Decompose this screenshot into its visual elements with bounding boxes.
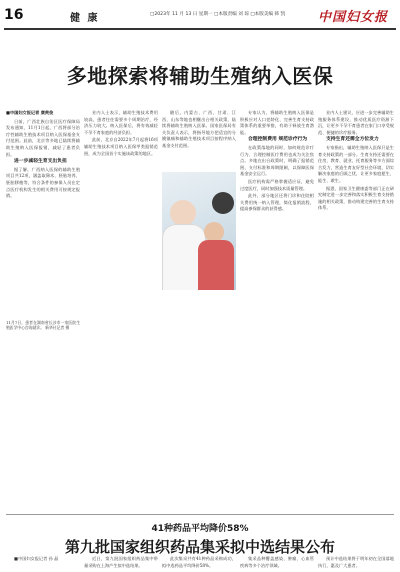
paragraph: 业内人士表示，辅助生殖技术费用较高，患者往往需要多个周期治疗，经济压力较大。纳入医保后，将有效减轻不孕不育家庭的经济负担。 bbox=[84, 110, 158, 135]
paragraph: 此次集采共有41种药品采购成功，拟中选药品平均降价58%。 bbox=[162, 556, 236, 568]
story1-byline: ■中国妇女报记者 康贵俊 bbox=[6, 110, 54, 115]
photo-figure-doctor bbox=[170, 200, 196, 226]
paragraph: 日前，广西壮族自治区医疗保障局发布通知，11月1日起，广西将部分治疗性辅助生殖技术项目纳入医保基金支付范围。此前，北京等多地已陆续将辅助生殖纳入医保报销，减轻了患者负担。 bbox=[6, 118, 80, 157]
story2-headline: 第九批国家组织药品集采拟中选结果公布 bbox=[64, 538, 335, 556]
story1-column-2 bbox=[84, 110, 158, 290]
paragraph: 预计中选结果将于明年初在全国落地执行，惠及广大患者。 bbox=[318, 556, 394, 568]
masthead bbox=[0, 0, 400, 30]
photo-figure-parent bbox=[212, 192, 234, 214]
story1-column-5 bbox=[318, 110, 394, 510]
paragraph: 随后，内蒙古、广西、甘肃、江西、山东等地也相继出台相关政策，陆续将辅助生殖纳入医保。国家医保局有关负责人表示，将指导地方把适宜的分娩镇痛和辅助生殖技术项目按程序纳入基金支付范围。 bbox=[162, 110, 236, 148]
photo-figure-shirt bbox=[198, 240, 234, 290]
paragraph: 专家认为，将辅助生殖纳入医保是积极应对人口老龄化、完善生育支持政策体系的重要举措，有助于释放生育潜能。 bbox=[240, 110, 314, 135]
photo-figure-child bbox=[204, 222, 224, 242]
story2-column-3 bbox=[162, 556, 236, 572]
subheading: 进一步减轻生育支出负担 bbox=[14, 159, 67, 165]
paragraph: 专家指出，辅助生殖纳入医保只是生育支持政策的一部分。生育支持还需要在住房、教育、就业、托育服务等多方面综合发力，营造生育友好型社会环境，切实解决家庭的后顾之忧，让更多家庭愿生、能生、敢生。 bbox=[318, 144, 394, 183]
subheading: 支持生育还需全方位发力 bbox=[326, 137, 379, 143]
story2-column-2 bbox=[84, 556, 158, 572]
dateline: □2023年 11 月 13 日 星期一 □本版责编 刘 琼 □本版美编 韩 凯 bbox=[150, 12, 286, 17]
story1-column-1 bbox=[6, 110, 80, 290]
photo-caption: 11月7日，患者在湖南省长沙市一家医院生殖医学中心咨询就诊。 新华社记者 摄 bbox=[6, 320, 80, 331]
paragraph: 据悉，国家卫生健康委等部门正在研究制定进一步完善和落实积极生育支持措施的相关政策，推动构建完善的生育支持体系。 bbox=[318, 185, 394, 211]
paragraph: 据了解，广西纳入医保的辅助生殖项目共12项，涵盖取卵术、胚胎培养、胚胎移植等，符合条件的参保人员在定点医疗机构发生的相关费用可按规定报销。 bbox=[6, 166, 80, 199]
story2-column-4 bbox=[240, 556, 314, 572]
story1-column-2-lower bbox=[84, 294, 158, 510]
paragraph: 业内人士建议，应进一步完善辅助生殖服务体系建设，推动优质医疗资源下沉，让更多不孕不育患者在家门口享受规范、便捷的诊疗服务。 bbox=[318, 110, 394, 135]
story2-byline: ■中国妇女报记者 孙 晶 bbox=[14, 556, 59, 561]
paragraph: 在政策落地的同时，如何规范诊疗行为、合理控制医疗费用也成为关注焦点。多地在出台政策时，明确了报销范围、支付标准和周期限制，以保障医保基金安全运行。 bbox=[240, 144, 314, 177]
masthead-rule bbox=[4, 28, 396, 30]
paragraph: 医疗机构需严格掌握适应证，避免过度医疗，同时加强技术质量管理。 bbox=[240, 178, 314, 191]
subheading: 合理控制费用 规范诊疗行为 bbox=[248, 137, 308, 143]
story2-column-1 bbox=[6, 556, 80, 572]
main-headline: 多地探索将辅助生殖纳入医保 bbox=[66, 64, 334, 88]
story1-column-3 bbox=[162, 110, 236, 170]
page-number: 16 bbox=[4, 7, 24, 23]
paragraph: 集采品种覆盖感染、肿瘤、心血管疾病等多个治疗领域。 bbox=[240, 556, 314, 568]
story1-column-3-lower bbox=[162, 294, 236, 510]
paragraph: 此前，北京自2022年7月起将16项辅助生殖技术项目纳入医保甲类报销范围，成为全国首个实施该政策的地区。 bbox=[84, 137, 158, 156]
story-divider bbox=[6, 514, 394, 515]
news-photo bbox=[162, 172, 236, 290]
story2-kicker: 41种药品平均降价58% bbox=[151, 524, 249, 534]
story1-column-4 bbox=[240, 110, 314, 510]
story2-column-5 bbox=[318, 556, 394, 572]
newspaper-logo: 中国妇女报 bbox=[317, 10, 388, 25]
section-title: 健 康 bbox=[70, 13, 100, 24]
paragraph: 近日，第九批国家组织药品集中带量采购在上海产生拟中选结果。 bbox=[84, 556, 158, 568]
paragraph: 此外，部分地区还将门诊和住院相关费用统一纳入管理，简化报销流程，提高参保群众的获得感。 bbox=[240, 193, 314, 212]
